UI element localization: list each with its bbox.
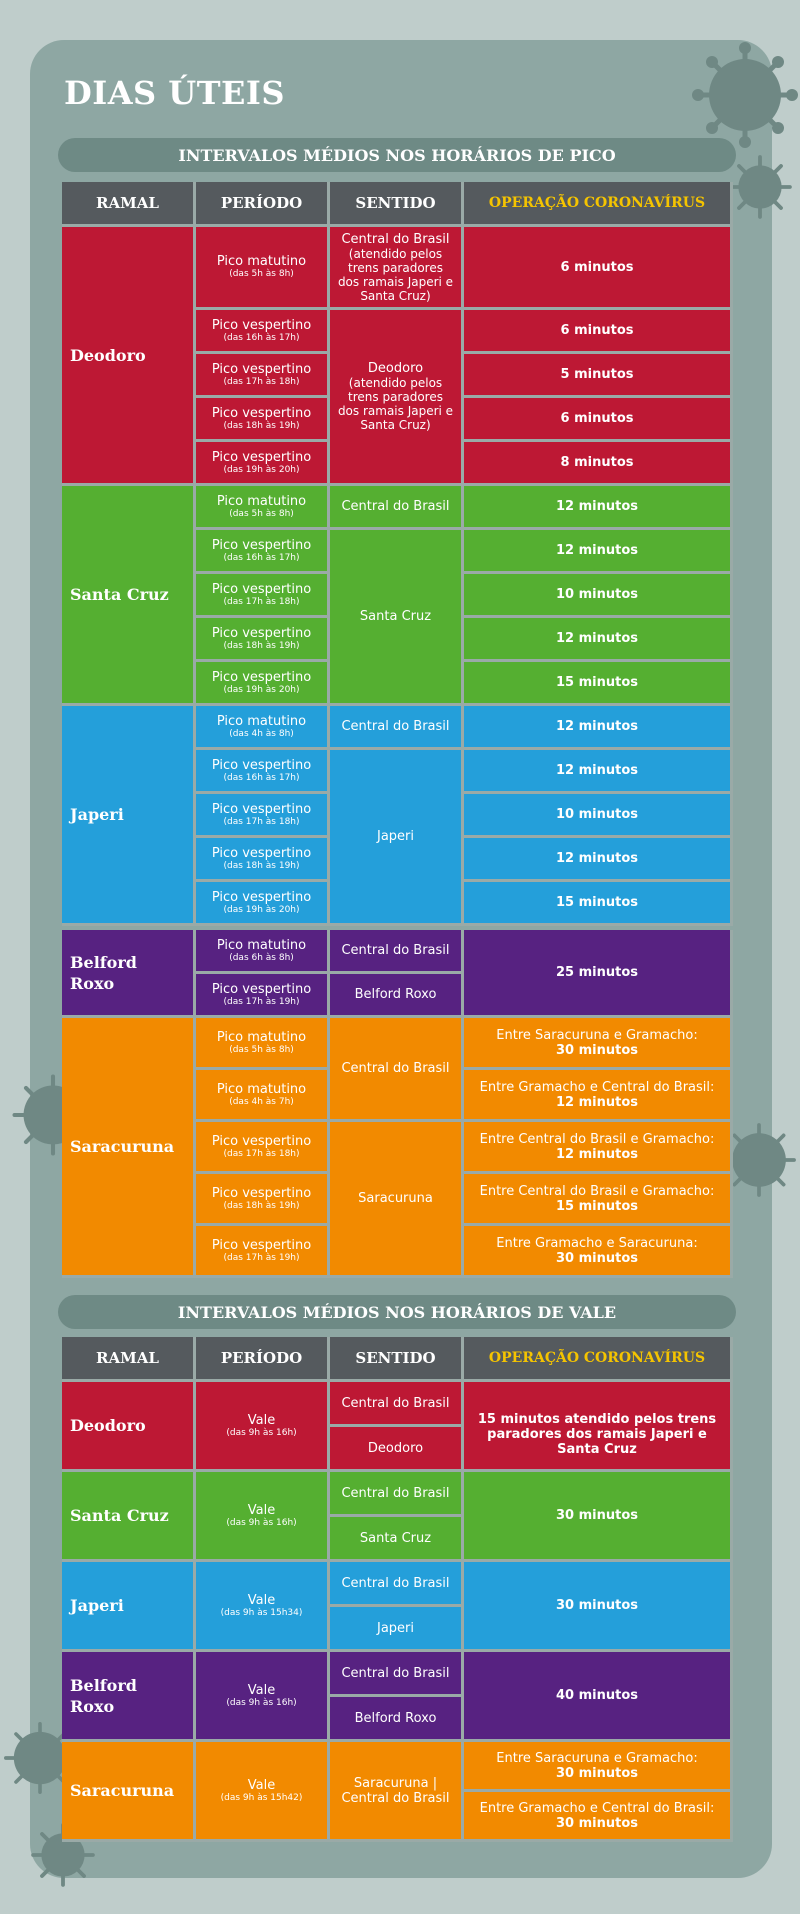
route-text: Entre Gramacho e Saracuruna: — [496, 1235, 698, 1251]
sentido-main: Central do Brasil — [341, 231, 450, 247]
periodo-cell — [196, 1652, 330, 1742]
periodo-cell — [196, 794, 330, 838]
ramal-japeri: Japeri — [62, 1562, 196, 1652]
section-banner-vale: INTERVALOS MÉDIOS NOS HORÁRIOS DE VALE — [58, 1295, 736, 1329]
periodo-cell — [196, 574, 330, 618]
periodo-time: (das 16h às 17h) — [223, 552, 300, 563]
periodo-cell — [196, 1122, 330, 1174]
intervalo-cell: 6 minutos — [464, 227, 733, 310]
intervalo-cell: 6 minutos — [464, 310, 733, 354]
route-text: Entre Saracuruna e Gramacho: — [496, 1750, 698, 1766]
intervalo-cell: 15 minutos — [464, 882, 733, 926]
periodo-label: Pico vespertino — [211, 981, 312, 997]
intervalo-cell: 5 minutos — [464, 354, 733, 398]
periodo-cell — [196, 974, 330, 1018]
header-operacao: OPERAÇÃO CORONAVÍRUS — [464, 182, 733, 227]
periodo-cell — [196, 354, 330, 398]
periodo-label: Vale — [247, 1592, 276, 1608]
periodo-time: (das 19h às 20h) — [223, 904, 300, 915]
ramal-santa-cruz: Santa Cruz — [62, 486, 196, 706]
periodo-cell — [196, 1742, 330, 1842]
sentido-cell: Central do Brasil — [330, 1562, 464, 1607]
interval-value: 15 minutos — [477, 1412, 560, 1427]
periodo-label: Vale — [247, 1682, 276, 1698]
sentido-cell — [330, 227, 464, 310]
intervalo-cell — [464, 1742, 733, 1792]
periodo-time: (das 17h às 18h) — [223, 816, 300, 827]
interval-value: 30 minutos — [555, 1815, 638, 1831]
header-sentido: SENTIDO — [330, 1337, 464, 1382]
sentido-cell — [330, 1742, 464, 1842]
header-operacao: OPERAÇÃO CORONAVÍRUS — [464, 1337, 733, 1382]
periodo-cell — [196, 618, 330, 662]
periodo-cell — [196, 838, 330, 882]
route-text: Entre Gramacho e Central do Brasil: — [479, 1079, 715, 1095]
section-banner-pico: INTERVALOS MÉDIOS NOS HORÁRIOS DE PICO — [58, 138, 736, 172]
sentido-cell: Japeri — [330, 750, 464, 926]
periodo-time: (das 5h às 8h) — [229, 508, 294, 519]
periodo-cell — [196, 1226, 330, 1278]
sentido-note: (atendido pelos trens paradores dos ramais Japeri e Santa Cruz) — [337, 246, 454, 303]
sentido-line: Saracuruna | — [353, 1775, 438, 1791]
interval-note: atendido pelos trens paradores dos ramais Japeri e Santa Cruz — [487, 1412, 717, 1457]
periodo-time: (das 5h às 8h) — [229, 1044, 294, 1055]
periodo-time: (das 17h às 19h) — [223, 996, 300, 1007]
table-vale — [62, 1337, 733, 1841]
periodo-label: Pico matutino — [216, 713, 307, 729]
ramal-line: Belford — [70, 952, 137, 972]
intervalo-cell: 10 minutos — [464, 574, 733, 618]
interval-value: 12 minutos — [555, 1146, 638, 1162]
periodo-cell — [196, 1562, 330, 1652]
intervalo-cell: 12 minutos — [464, 530, 733, 574]
intervalo-cell — [464, 1070, 733, 1122]
ramal-japeri: Japeri — [62, 706, 196, 926]
interval-value: 15 minutos — [555, 1198, 638, 1214]
periodo-cell — [196, 442, 330, 486]
interval-value: 30 minutos — [555, 1250, 638, 1266]
periodo-label: Pico vespertino — [211, 801, 312, 817]
ramal-deodoro: Deodoro — [62, 1382, 196, 1472]
intervalo-cell — [464, 1226, 733, 1278]
intervalo-cell: 12 minutos — [464, 706, 733, 750]
intervalo-cell — [464, 1382, 733, 1472]
periodo-cell — [196, 398, 330, 442]
intervalo-cell: 8 minutos — [464, 442, 733, 486]
periodo-cell — [196, 1382, 330, 1472]
route-text: Entre Saracuruna e Gramacho: — [496, 1027, 698, 1043]
periodo-cell — [196, 882, 330, 926]
periodo-label: Pico vespertino — [211, 581, 312, 597]
intervalo-cell — [464, 1018, 733, 1070]
route-text: Entre Central do Brasil e Gramacho: — [479, 1183, 715, 1199]
periodo-time: (das 18h às 19h) — [223, 640, 300, 651]
periodo-time: (das 6h às 8h) — [229, 952, 294, 963]
periodo-time: (das 9h às 16h) — [226, 1517, 297, 1528]
periodo-time: (das 17h às 18h) — [223, 376, 300, 387]
ramal-deodoro: Deodoro — [62, 227, 196, 486]
interval-value: 12 minutos — [555, 1094, 638, 1110]
intervalo-cell: 30 minutos — [464, 1472, 733, 1562]
periodo-time: (das 16h às 17h) — [223, 772, 300, 783]
periodo-label: Pico vespertino — [211, 1237, 312, 1253]
periodo-cell — [196, 227, 330, 310]
periodo-label: Pico vespertino — [211, 757, 312, 773]
ramal-santa-cruz: Santa Cruz — [62, 1472, 196, 1562]
periodo-time: (das 9h às 16h) — [226, 1697, 297, 1708]
header-ramal: RAMAL — [62, 1337, 196, 1382]
periodo-time: (das 17h às 18h) — [223, 596, 300, 607]
sentido-cell: Japeri — [330, 1607, 464, 1652]
periodo-label: Pico matutino — [216, 493, 307, 509]
intervalo-cell: 12 minutos — [464, 838, 733, 882]
page-title: DIAS ÚTEIS — [64, 74, 285, 112]
periodo-label: Pico matutino — [216, 1029, 307, 1045]
intervalo-cell: 12 minutos — [464, 618, 733, 662]
periodo-time: (das 17h às 19h) — [223, 1252, 300, 1263]
sentido-cell: Central do Brasil — [330, 1652, 464, 1697]
periodo-cell — [196, 706, 330, 750]
periodo-time: (das 9h às 15h42) — [220, 1792, 303, 1803]
periodo-time: (das 9h às 16h) — [226, 1427, 297, 1438]
periodo-label: Pico vespertino — [211, 889, 312, 905]
periodo-time: (das 5h às 8h) — [229, 269, 294, 279]
header-sentido: SENTIDO — [330, 182, 464, 227]
header-periodo: PERÍODO — [196, 182, 330, 227]
periodo-time: (das 4h às 7h) — [229, 1096, 294, 1107]
periodo-time: (das 18h às 19h) — [223, 1200, 300, 1211]
intervalo-cell: 15 minutos — [464, 662, 733, 706]
sentido-cell: Saracuruna — [330, 1122, 464, 1278]
periodo-time: (das 4h às 8h) — [229, 728, 294, 739]
sentido-cell: Central do Brasil — [330, 1018, 464, 1122]
periodo-cell — [196, 1018, 330, 1070]
sentido-cell: Central do Brasil — [330, 1472, 464, 1517]
sentido-cell: Central do Brasil — [330, 930, 464, 974]
periodo-label: Pico vespertino — [211, 669, 312, 685]
periodo-time: (das 19h às 20h) — [223, 464, 300, 475]
intervalo-cell — [464, 1122, 733, 1174]
intervalo-cell: 10 minutos — [464, 794, 733, 838]
sentido-cell — [330, 310, 464, 486]
periodo-label: Pico vespertino — [211, 625, 312, 641]
periodo-label: Pico vespertino — [211, 1185, 312, 1201]
ramal-line: Belford — [70, 1675, 137, 1695]
ramal-belford-roxo — [62, 1652, 196, 1742]
virus-illustration-icon — [690, 40, 800, 150]
sentido-note: (atendido pelos trens paradores dos ramais Japeri e Santa Cruz) — [337, 376, 454, 432]
periodo-label: Pico matutino — [216, 937, 307, 953]
periodo-time: (das 18h às 19h) — [223, 860, 300, 871]
intervalo-cell: 12 minutos — [464, 750, 733, 794]
periodo-cell — [196, 310, 330, 354]
periodo-time: (das 18h às 19h) — [223, 420, 300, 431]
route-text: Entre Central do Brasil e Gramacho: — [479, 1131, 715, 1147]
sentido-main: Deodoro — [367, 361, 424, 376]
periodo-cell — [196, 1174, 330, 1226]
periodo-time: (das 9h às 15h34) — [220, 1607, 303, 1618]
sentido-cell: Central do Brasil — [330, 486, 464, 530]
periodo-time: (das 19h às 20h) — [223, 684, 300, 695]
sentido-cell: Santa Cruz — [330, 530, 464, 706]
sentido-cell: Central do Brasil — [330, 706, 464, 750]
periodo-label: Pico vespertino — [211, 449, 312, 465]
periodo-cell — [196, 530, 330, 574]
intervalo-cell — [464, 1792, 733, 1842]
sentido-line: Central do Brasil — [341, 1790, 450, 1806]
virus-illustration-icon — [725, 152, 795, 222]
periodo-label: Vale — [247, 1777, 276, 1793]
periodo-label: Pico vespertino — [211, 1133, 312, 1149]
periodo-label: Pico matutino — [216, 254, 307, 269]
periodo-cell — [196, 662, 330, 706]
ramal-saracuruna: Saracuruna — [62, 1018, 196, 1278]
intervalo-cell: 30 minutos — [464, 1562, 733, 1652]
sentido-cell: Central do Brasil — [330, 1382, 464, 1427]
periodo-cell — [196, 750, 330, 794]
sentido-cell: Belford Roxo — [330, 974, 464, 1018]
periodo-label: Pico vespertino — [211, 361, 312, 377]
intervalo-cell: 25 minutos — [464, 930, 733, 1018]
periodo-label: Pico vespertino — [211, 405, 312, 421]
intervalo-cell: 6 minutos — [464, 398, 733, 442]
periodo-time: (das 17h às 18h) — [223, 1148, 300, 1159]
ramal-saracuruna: Saracuruna — [62, 1742, 196, 1842]
sentido-cell: Deodoro — [330, 1427, 464, 1472]
sentido-cell: Santa Cruz — [330, 1517, 464, 1562]
ramal-belford-roxo — [62, 930, 196, 1018]
periodo-cell — [196, 930, 330, 974]
periodo-label: Pico vespertino — [211, 537, 312, 553]
intervalo-cell: 40 minutos — [464, 1652, 733, 1742]
route-text: Entre Gramacho e Central do Brasil: — [479, 1800, 715, 1816]
periodo-label: Vale — [247, 1502, 276, 1518]
sentido-cell: Belford Roxo — [330, 1697, 464, 1742]
periodo-cell — [196, 1472, 330, 1562]
interval-value: 30 minutos — [555, 1765, 638, 1781]
header-periodo: PERÍODO — [196, 1337, 330, 1382]
ramal-line: Roxo — [70, 1696, 115, 1716]
periodo-label: Pico vespertino — [211, 317, 312, 333]
table-pico — [62, 182, 733, 1278]
periodo-label: Pico vespertino — [211, 845, 312, 861]
periodo-cell — [196, 486, 330, 530]
periodo-label: Pico matutino — [216, 1081, 307, 1097]
periodo-time: (das 16h às 17h) — [223, 332, 300, 343]
intervalo-cell: 12 minutos — [464, 486, 733, 530]
interval-value: 30 minutos — [555, 1042, 638, 1058]
periodo-cell — [196, 1070, 330, 1122]
ramal-line: Roxo — [70, 973, 115, 993]
periodo-label: Vale — [247, 1412, 276, 1428]
header-ramal: RAMAL — [62, 182, 196, 227]
intervalo-cell — [464, 1174, 733, 1226]
